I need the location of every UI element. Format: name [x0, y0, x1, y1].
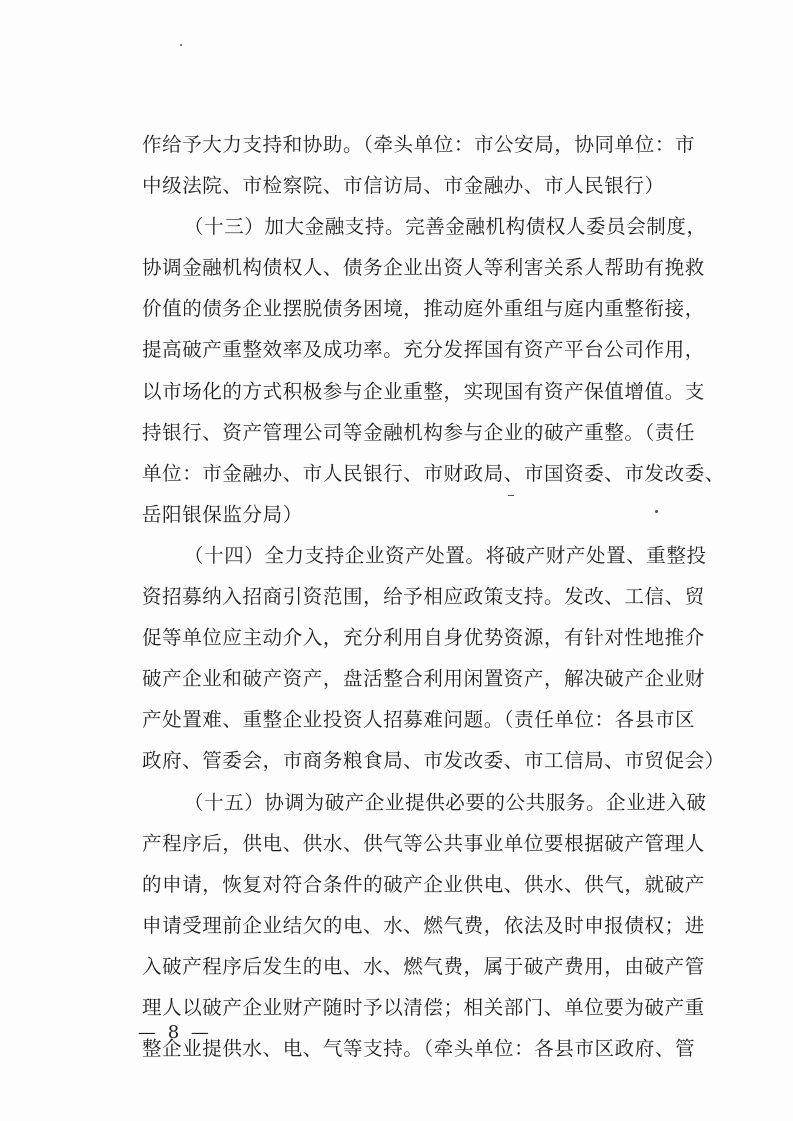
- text-line: 以市场化的方式积极参与企业重整，实现国有资产保值增值。支: [142, 379, 705, 403]
- text-line: 持银行、资产管理公司等金融机构参与企业的破产重整。（责任: [142, 420, 696, 444]
- text-line: 整企业提供水、电、气等支持。（牵头单位：各县市区政府、管: [142, 1037, 696, 1061]
- text-line: 作给予大力支持和协助。（牵头单位：市公安局，协同单位：市: [142, 133, 696, 156]
- text-line: 政府、管委会，市商务粮食局、市发改委、市工信局、市贸促会）: [142, 749, 725, 773]
- scan-speck: [655, 510, 658, 513]
- page-number: — 8 —: [138, 1022, 212, 1043]
- text-line: 理人以破产企业财产随时予以清偿；相关部门、单位要为破产重: [142, 995, 705, 1019]
- text-line: 协调金融机构债权人、债务企业出资人等利害关系人帮助有挽救: [142, 256, 705, 280]
- text-line: 产程序后，供电、供水、供气等公共事业单位要根据破产管理人: [142, 831, 705, 855]
- scan-speck: [180, 44, 182, 46]
- text-line: 申请受理前企业结欠的电、水、燃气费，依法及时申报债权；进: [142, 913, 705, 937]
- text-line: 单位：市金融办、市人民银行、市财政局、市国资委、市发改委、: [142, 461, 725, 485]
- text-line: （十四）全力支持企业资产处置。将破产财产处置、重整投: [184, 543, 707, 567]
- body-text: [142, 124, 732, 1069]
- text-line: （十五）协调为破产企业提供必要的公共服务。企业进入破: [184, 790, 707, 814]
- text-line: 促等单位应主动介入，充分利用自身优势资源，有针对性地推介: [142, 626, 705, 650]
- text-line: 价值的债务企业摆脱债务困境，推动庭外重组与庭内重整衔接，: [142, 297, 705, 321]
- text-line: 产处置难、重整企业投资人招募难问题。（责任单位：各县市区: [142, 708, 696, 732]
- text-line: 提高破产重整效率及成功率。充分发挥国有资产平台公司作用，: [142, 338, 705, 362]
- text-line: （十三）加大金融支持。完善金融机构债权人委员会制度，: [184, 215, 707, 239]
- scan-speck: [508, 495, 514, 496]
- text-line: 入破产程序后发生的电、水、燃气费，属于破产费用，由破产管: [142, 954, 705, 978]
- text-line: 岳阳银保监分局）: [142, 502, 303, 526]
- text-line: 中级法院、市检察院、市信访局、市金融办、市人民银行）: [142, 174, 665, 198]
- text-line: 的申请，恢复对符合条件的破产企业供电、供水、供气，就破产: [142, 872, 705, 896]
- text-line: 资招募纳入招商引资范围，给予相应政策支持。发改、工信、贸: [142, 585, 705, 609]
- text-line: 破产企业和破产资产，盘活整合利用闲置资产，解决破产企业财: [142, 667, 705, 691]
